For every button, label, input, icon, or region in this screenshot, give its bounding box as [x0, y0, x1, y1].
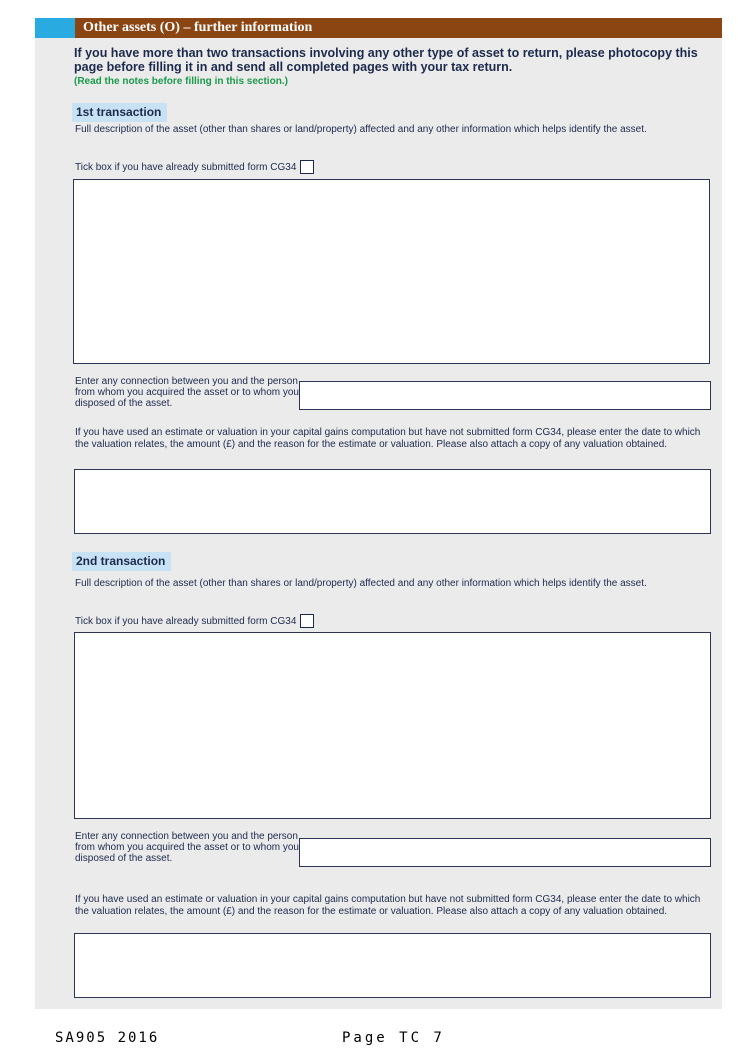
- transaction-1-cg34-label: Tick box if you have already submitted form CG34: [75, 161, 297, 173]
- transaction-2-description-field[interactable]: [74, 632, 711, 819]
- intro-text: If you have more than two transactions involving any other type of asset to return, please photocopy this page before filling it in and send all completed pages with your tax return.: [74, 46, 698, 74]
- transaction-2-cg34-label: Tick box if you have already submitted form CG34: [75, 615, 297, 627]
- page-number: Page TC 7: [342, 1030, 445, 1046]
- transaction-1-connection-field[interactable]: [299, 381, 711, 410]
- transaction-1-valuation-label: If you have used an estimate or valuation in your capital gains computation but have not submitted form CG34, please enter the date to which the valuation relates, the amount (£) and the reason for the estimate or valuation. Please also attach a copy of any valuation obtained.: [75, 427, 701, 450]
- intro-note: (Read the notes before filling in this section.): [74, 76, 288, 87]
- transaction-1-connection-label: Enter any connection between you and the person from whom you acquired the asset or to whom you disposed of the asset.: [75, 376, 299, 409]
- transaction-2-description-label: Full description of the asset (other than shares or land/property) affected and any other information which helps identify the asset.: [75, 578, 647, 589]
- transaction-1-description-label: Full description of the asset (other than shares or land/property) affected and any other information which helps identify the asset.: [75, 124, 647, 135]
- transaction-1-heading: 1st transaction: [72, 103, 167, 122]
- transaction-1-description-field[interactable]: [73, 179, 710, 364]
- section-title: Other assets (O) – further information: [83, 20, 313, 35]
- transaction-2-connection-field[interactable]: [299, 838, 711, 867]
- transaction-2-valuation-field[interactable]: [74, 933, 711, 998]
- transaction-1-cg34-checkbox[interactable]: [300, 160, 314, 174]
- intro-emphasis: before: [106, 60, 145, 74]
- transaction-2-heading: 2nd transaction: [72, 552, 171, 571]
- section-title-tab: [35, 18, 75, 38]
- form-code: SA905 2016: [55, 1030, 160, 1046]
- transaction-2-cg34-checkbox[interactable]: [300, 614, 314, 628]
- transaction-2-valuation-label: If you have used an estimate or valuation in your capital gains computation but have not submitted form CG34, please enter the date to which the valuation relates, the amount (£) and the reason for the estimate or valuation. Please also attach a copy of any valuation obtained.: [75, 894, 701, 917]
- transaction-2-cg34-row: [75, 614, 314, 628]
- transaction-1-cg34-row: [75, 160, 314, 174]
- transaction-2-connection-label: Enter any connection between you and the person from whom you acquired the asset or to whom you disposed of the asset.: [75, 831, 299, 864]
- transaction-1-valuation-field[interactable]: [74, 469, 711, 534]
